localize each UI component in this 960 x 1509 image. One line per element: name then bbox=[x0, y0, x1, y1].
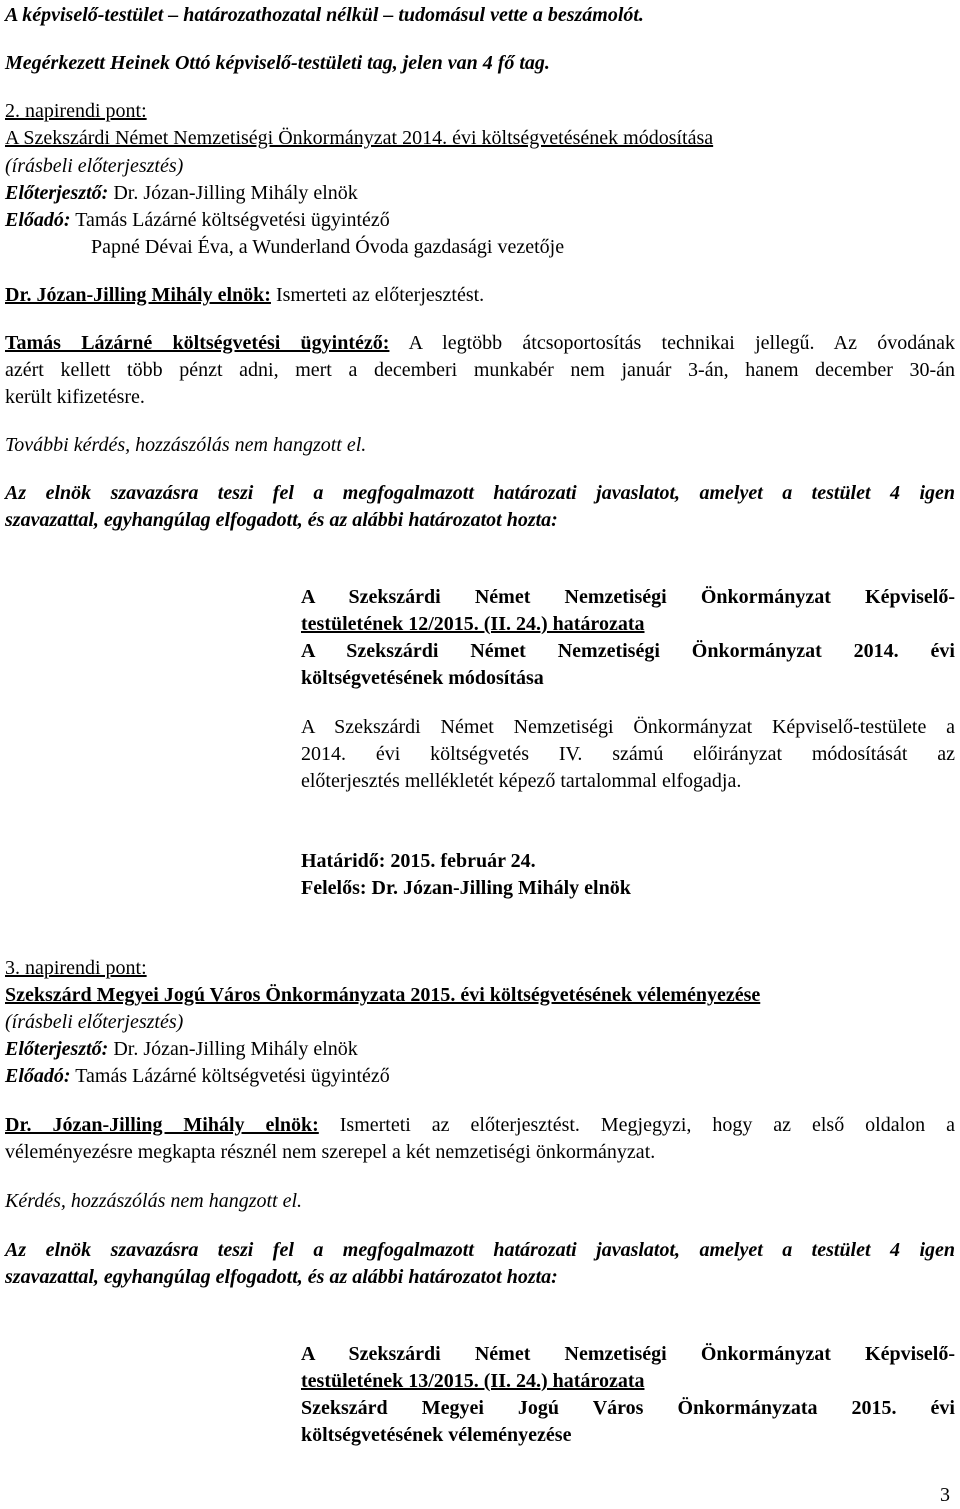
arrival-statement: Megérkezett Heinek Ottó képviselő-testületi tag, jelen van 4 fő tag. bbox=[5, 52, 550, 74]
agenda-item-3-speaker: Előadó: Tamás Lázárné költségvetési ügyintéző bbox=[5, 1065, 390, 1087]
agenda-item-2-written: (írásbeli előterjesztés) bbox=[5, 155, 184, 177]
vote-statement-2-line-1: Az elnök szavazásra teszi fel a megfogalmazott határozati javaslatot, amelyet a testület 4 igen bbox=[5, 1239, 955, 1261]
vote-statement-line-2: szavazattal, egyhangúlag elfogadott, és az alábbi határozatot hozta: bbox=[5, 509, 558, 531]
agenda-item-2-label: 2. napirendi pont: bbox=[5, 100, 147, 122]
resolution-12-body-line-2: 2014. évi költségvetés IV. számú előirányzat módosítását az bbox=[301, 743, 955, 765]
page-number: 3 bbox=[940, 1484, 950, 1506]
agenda-item-2-speaker-2: Papné Dévai Éva, a Wunderland Óvoda gazdasági vezetője bbox=[91, 236, 565, 258]
clerk-statement-line-1: Tamás Lázárné költségvetési ügyintéző: A legtöbb átcsoportosítás technikai jellegű. Az óvodának bbox=[5, 332, 955, 354]
resolution-13-heading-line-2: testületének 13/2015. (II. 24.) határozata bbox=[301, 1370, 645, 1392]
agenda-item-3-presenter: Előterjesztő: Dr. Józan-Jilling Mihály elnök bbox=[5, 1038, 358, 1060]
chair-statement-2-line-2: véleményezésre megkapta résznél nem szerepel a két nemzetiségi önkormányzat. bbox=[5, 1141, 656, 1163]
resolution-12-heading-line-2: testületének 12/2015. (II. 24.) határozata bbox=[301, 613, 645, 635]
resolution-12-body-line-3: előterjesztés mellékletét képező tartalommal elfogadja. bbox=[301, 770, 742, 792]
resolution-13-subject-line-2: költségvetésének véleményezése bbox=[301, 1424, 572, 1446]
agenda-item-3-title: Szekszárd Megyei Jogú Város Önkormányzata 2015. évi költségvetésének véleményezése bbox=[5, 984, 761, 1006]
resolution-13-subject-line-1: Szekszárd Megyei Jogú Város Önkormányzata 2015. évi bbox=[301, 1397, 955, 1419]
agenda-item-3-label: 3. napirendi pont: bbox=[5, 957, 147, 979]
resolution-12-body-line-1: A Szekszárdi Német Nemzetiségi Önkormányzat Képviselő-testülete a bbox=[301, 716, 955, 738]
clerk-statement-line-3: került kifizetésre. bbox=[5, 386, 145, 408]
vote-statement-line-1: Az elnök szavazásra teszi fel a megfogalmazott határozati javaslatot, amelyet a testület 4 igen bbox=[5, 482, 955, 504]
resolution-12-heading-line-1: A Szekszárdi Német Nemzetiségi Önkormányzat Képviselő- bbox=[301, 586, 955, 608]
agenda-item-2-speaker: Előadó: Tamás Lázárné költségvetési ügyintéző bbox=[5, 209, 390, 231]
agenda-item-3-written: (írásbeli előterjesztés) bbox=[5, 1011, 184, 1033]
resolution-12-responsible: Felelős: Dr. Józan-Jilling Mihály elnök bbox=[301, 877, 631, 899]
resolution-12-deadline: Határidő: 2015. február 24. bbox=[301, 850, 536, 872]
agenda-item-2-presenter: Előterjesztő: Dr. Józan-Jilling Mihály elnök bbox=[5, 182, 358, 204]
noted-statement: A képviselő-testület – határozathozatal nélkül – tudomásul vette a beszámolót. bbox=[5, 4, 644, 26]
resolution-13-heading-line-1: A Szekszárdi Német Nemzetiségi Önkormányzat Képviselő- bbox=[301, 1343, 955, 1365]
resolution-12-subject-line-2: költségvetésének módosítása bbox=[301, 667, 544, 689]
chair-statement-2-line-1: Dr. Józan-Jilling Mihály elnök: Ismerteti az előterjesztést. Megjegyzi, hogy az első oldalon a bbox=[5, 1114, 955, 1136]
agenda-item-2-title: A Szekszárdi Német Nemzetiségi Önkormányzat 2014. évi költségvetésének módosítása bbox=[5, 127, 714, 149]
clerk-statement-line-2: azért kellett több pénzt adni, mert a decemberi munkabér nem január 3-án, hanem december 30-án bbox=[5, 359, 955, 381]
vote-statement-2-line-2: szavazattal, egyhangúlag elfogadott, és az alábbi határozatot hozta: bbox=[5, 1266, 558, 1288]
resolution-12-subject-line-1: A Szekszárdi Német Nemzetiségi Önkormányzat 2014. évi bbox=[301, 640, 955, 662]
no-questions-note: További kérdés, hozzászólás nem hangzott el. bbox=[5, 434, 367, 456]
chair-statement: Dr. Józan-Jilling Mihály elnök: Ismerteti az előterjesztést. bbox=[5, 284, 485, 306]
no-questions-note-2: Kérdés, hozzászólás nem hangzott el. bbox=[5, 1190, 303, 1212]
